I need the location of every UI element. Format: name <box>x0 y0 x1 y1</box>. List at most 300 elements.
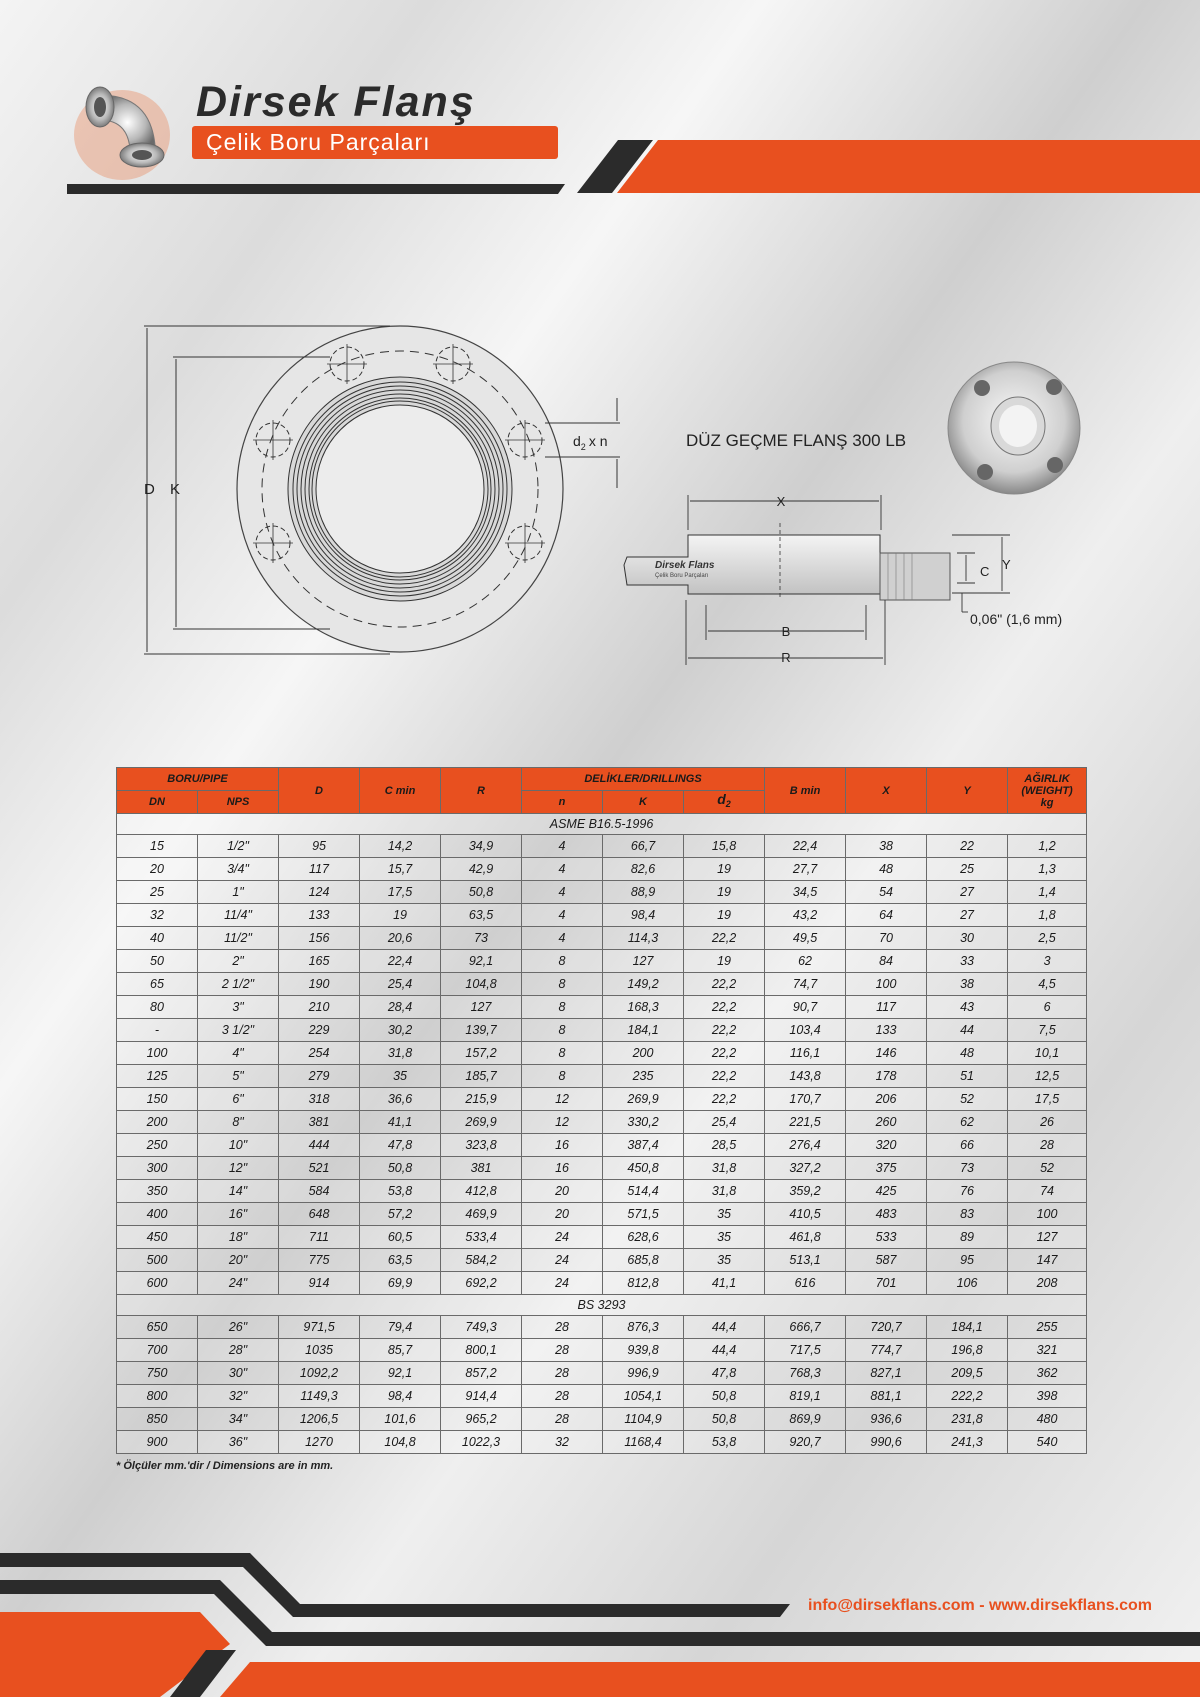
table-row <box>117 950 1087 973</box>
table-row <box>117 1180 1087 1203</box>
table-cell: 514,4 <box>603 1180 684 1203</box>
table-cell: 8 <box>522 996 603 1019</box>
header-weight-line2: (WEIGHT) <box>1021 784 1073 797</box>
table-cell: 920,7 <box>765 1431 846 1454</box>
table-cell: 100 <box>1008 1203 1087 1226</box>
table-cell: 139,7 <box>441 1019 522 1042</box>
raised-face-note: 0,06" (1,6 mm) <box>970 611 1063 627</box>
table-cell: 74,7 <box>765 973 846 996</box>
table-cell: 241,3 <box>927 1431 1008 1454</box>
table-cell: 36" <box>198 1431 279 1454</box>
section-logo-subtext: Çelik Boru Parçaları <box>655 573 709 579</box>
table-cell: 22,2 <box>684 973 765 996</box>
table-cell: 381 <box>279 1111 360 1134</box>
table-cell: 47,8 <box>360 1134 441 1157</box>
table-cell: 8" <box>198 1111 279 1134</box>
table-cell: 260 <box>846 1111 927 1134</box>
flange-section-view <box>624 495 1010 665</box>
header-drillings: DELİKLER/DRILLINGS <box>522 768 765 791</box>
table-cell: 24" <box>198 1272 279 1295</box>
table-cell: 50,8 <box>360 1157 441 1180</box>
table-cell: 209,5 <box>927 1362 1008 1385</box>
table-row <box>117 1065 1087 1088</box>
table-cell: 65 <box>117 973 198 996</box>
table-cell: 398 <box>1008 1385 1087 1408</box>
table-cell: 461,8 <box>765 1226 846 1249</box>
table-cell: 231,8 <box>927 1408 1008 1431</box>
table-cell: 35 <box>684 1203 765 1226</box>
table-cell: 768,3 <box>765 1362 846 1385</box>
table-cell: 30" <box>198 1362 279 1385</box>
table-cell: 16 <box>522 1134 603 1157</box>
table-cell: 70 <box>846 927 927 950</box>
table-cell: 584 <box>279 1180 360 1203</box>
table-cell: 10,1 <box>1008 1042 1087 1065</box>
header-X: X <box>846 768 927 814</box>
table-cell: 38 <box>846 835 927 858</box>
table-row <box>117 1042 1087 1065</box>
table-cell: 40 <box>117 927 198 950</box>
table-cell: 147 <box>1008 1249 1087 1272</box>
table-cell: 100 <box>846 973 927 996</box>
table-row <box>117 1362 1087 1385</box>
table-cell: 34,9 <box>441 835 522 858</box>
table-cell: 5" <box>198 1065 279 1088</box>
table-cell: 24 <box>522 1226 603 1249</box>
table-cell: 15,8 <box>684 835 765 858</box>
table-cell: 35 <box>360 1065 441 1088</box>
table-row <box>117 858 1087 881</box>
table-cell: 6" <box>198 1088 279 1111</box>
table-cell: 20 <box>522 1203 603 1226</box>
table-cell: 513,1 <box>765 1249 846 1272</box>
table-cell: 4,5 <box>1008 973 1087 996</box>
table-cell: 133 <box>846 1019 927 1042</box>
table-cell: 127 <box>603 950 684 973</box>
table-cell: 711 <box>279 1226 360 1249</box>
table-cell: 22,2 <box>684 1065 765 1088</box>
table-cell: 18" <box>198 1226 279 1249</box>
table-cell: 210 <box>279 996 360 1019</box>
table-cell: 53,8 <box>360 1180 441 1203</box>
table-row <box>117 1157 1087 1180</box>
table-row <box>117 1431 1087 1454</box>
table-cell: 4 <box>522 904 603 927</box>
header-weight-line1: AĞIRLIK <box>1024 772 1070 785</box>
table-cell: 84 <box>846 950 927 973</box>
table-cell: 8 <box>522 1065 603 1088</box>
table-cell: 27 <box>927 881 1008 904</box>
table-cell: 359,2 <box>765 1180 846 1203</box>
table-cell: 701 <box>846 1272 927 1295</box>
table-row <box>117 927 1087 950</box>
table-cell: 124 <box>279 881 360 904</box>
table-cell: 80 <box>117 996 198 1019</box>
table-cell: 900 <box>117 1431 198 1454</box>
table-cell: 15 <box>117 835 198 858</box>
table-cell: 20,6 <box>360 927 441 950</box>
table-cell: 27,7 <box>765 858 846 881</box>
table-cell: 44,4 <box>684 1339 765 1362</box>
table-cell: 8 <box>522 1042 603 1065</box>
table-cell: 521 <box>279 1157 360 1180</box>
table-cell: 410,5 <box>765 1203 846 1226</box>
label-D: D <box>144 481 155 498</box>
table-cell: 11/2" <box>198 927 279 950</box>
table-cell: 469,9 <box>441 1203 522 1226</box>
table-cell: 98,4 <box>360 1385 441 1408</box>
table-cell: 4 <box>522 881 603 904</box>
brand-subtitle: Çelik Boru Parçaları <box>206 129 431 155</box>
table-cell: 79,4 <box>360 1316 441 1339</box>
table-row <box>117 1088 1087 1111</box>
table-cell: 1035 <box>279 1339 360 1362</box>
header-R: R <box>441 768 522 814</box>
table-row <box>117 1134 1087 1157</box>
table-cell: 117 <box>846 996 927 1019</box>
table-cell: 90,7 <box>765 996 846 1019</box>
table-cell: 17,5 <box>1008 1088 1087 1111</box>
brand-subtitle-banner <box>192 126 558 159</box>
header-Y: Y <box>927 768 1008 814</box>
table-cell: 125 <box>117 1065 198 1088</box>
table-cell: 500 <box>117 1249 198 1272</box>
table-cell: 450 <box>117 1226 198 1249</box>
table-cell: 25 <box>927 858 1008 881</box>
table-cell: 2 1/2" <box>198 973 279 996</box>
table-cell: 318 <box>279 1088 360 1111</box>
table-cell: 1,2 <box>1008 835 1087 858</box>
table-row <box>117 973 1087 996</box>
table-cell: 3" <box>198 996 279 1019</box>
table-cell: 12,5 <box>1008 1065 1087 1088</box>
table-cell: 48 <box>846 858 927 881</box>
flange-front-view <box>144 326 620 654</box>
table-cell: 774,7 <box>846 1339 927 1362</box>
table-cell: 22,2 <box>684 996 765 1019</box>
table-cell: 44 <box>927 1019 1008 1042</box>
table-cell: 54 <box>846 881 927 904</box>
table-cell: 221,5 <box>765 1111 846 1134</box>
table-cell: 717,5 <box>765 1339 846 1362</box>
table-cell: 22,4 <box>360 950 441 973</box>
table-cell: 30 <box>927 927 1008 950</box>
table-cell: 92,1 <box>360 1362 441 1385</box>
table-cell: 19 <box>684 904 765 927</box>
table-cell: 95 <box>279 835 360 858</box>
table-cell: 22,2 <box>684 1042 765 1065</box>
table-cell: 49,5 <box>765 927 846 950</box>
table-cell: 22,2 <box>684 1019 765 1042</box>
table-cell: 100 <box>117 1042 198 1065</box>
table-cell: 15,7 <box>360 858 441 881</box>
table-row <box>117 1339 1087 1362</box>
table-cell: 320 <box>846 1134 927 1157</box>
section-bs: BS 3293 <box>117 1295 1087 1316</box>
table-cell: 83 <box>927 1203 1008 1226</box>
table-cell: 6 <box>1008 996 1087 1019</box>
table-cell: 3/4" <box>198 858 279 881</box>
table-cell: 57,2 <box>360 1203 441 1226</box>
table-cell: 450,8 <box>603 1157 684 1180</box>
table-cell: 19 <box>684 881 765 904</box>
table-cell: 25,4 <box>684 1111 765 1134</box>
table-cell: 996,9 <box>603 1362 684 1385</box>
table-cell: 66 <box>927 1134 1008 1157</box>
table-cell: 914,4 <box>441 1385 522 1408</box>
table-cell: 1206,5 <box>279 1408 360 1431</box>
table-cell: 20" <box>198 1249 279 1272</box>
table-row <box>117 1019 1087 1042</box>
table-cell: 33 <box>927 950 1008 973</box>
header-decoration <box>0 0 1200 200</box>
table-cell: 480 <box>1008 1408 1087 1431</box>
header-DN: DN <box>117 791 198 814</box>
table-cell: 666,7 <box>765 1316 846 1339</box>
header-pipe: BORU/PIPE <box>117 768 279 791</box>
section-logo-text: Dirsek Flans <box>655 560 715 571</box>
table-cell: 2" <box>198 950 279 973</box>
header-d2: $d_2$ <box>684 791 765 814</box>
table-cell: 53,8 <box>684 1431 765 1454</box>
table-row <box>117 1408 1087 1431</box>
table-cell: 1104,9 <box>603 1408 684 1431</box>
table-cell: 16" <box>198 1203 279 1226</box>
table-cell: 587 <box>846 1249 927 1272</box>
table-cell: 35 <box>684 1249 765 1272</box>
table-cell: 62 <box>927 1111 1008 1134</box>
table-row <box>117 1111 1087 1134</box>
table-cell: 26 <box>1008 1111 1087 1134</box>
table-cell: 22,2 <box>684 1088 765 1111</box>
table-cell: 600 <box>117 1272 198 1295</box>
table-cell: 50 <box>117 950 198 973</box>
table-cell: 533 <box>846 1226 927 1249</box>
contact-info: info@dirsekflans.com - www.dirsekflans.com <box>808 1597 1152 1614</box>
table-cell: 381 <box>441 1157 522 1180</box>
table-cell: 24 <box>522 1272 603 1295</box>
table-cell: 1" <box>198 881 279 904</box>
table-cell: 330,2 <box>603 1111 684 1134</box>
table-cell: 28,5 <box>684 1134 765 1157</box>
table-cell: 971,5 <box>279 1316 360 1339</box>
table-cell: 850 <box>117 1408 198 1431</box>
header-weight <box>1008 768 1087 814</box>
table-cell: 50,8 <box>684 1408 765 1431</box>
table-cell: 20 <box>522 1180 603 1203</box>
table-cell: 17,5 <box>360 881 441 904</box>
table-cell: 1,4 <box>1008 881 1087 904</box>
table-cell: 103,4 <box>765 1019 846 1042</box>
table-cell: 22 <box>927 835 1008 858</box>
table-cell: 939,8 <box>603 1339 684 1362</box>
table-row <box>117 1249 1087 1272</box>
header-Bmin: B min <box>765 768 846 814</box>
table-cell: 7,5 <box>1008 1019 1087 1042</box>
table-cell: 82,6 <box>603 858 684 881</box>
table-cell: 196,8 <box>927 1339 1008 1362</box>
table-cell: 63,5 <box>360 1249 441 1272</box>
table-cell: 540 <box>1008 1431 1087 1454</box>
table-cell: 11/4" <box>198 904 279 927</box>
header-weight-line3: kg <box>1040 796 1054 809</box>
table-cell: 32 <box>522 1431 603 1454</box>
table-cell: 648 <box>279 1203 360 1226</box>
table-cell: 28 <box>522 1339 603 1362</box>
header-NPS: NPS <box>198 791 279 814</box>
table-cell: 19 <box>360 904 441 927</box>
table-cell: 444 <box>279 1134 360 1157</box>
table-cell: 876,3 <box>603 1316 684 1339</box>
table-cell: 533,4 <box>441 1226 522 1249</box>
table-cell: 127 <box>441 996 522 1019</box>
table-cell: 990,6 <box>846 1431 927 1454</box>
table-cell: 50,8 <box>441 881 522 904</box>
table-cell: 323,8 <box>441 1134 522 1157</box>
table-cell: 200 <box>117 1111 198 1134</box>
label-C: C <box>980 564 990 579</box>
table-cell: 32 <box>117 904 198 927</box>
table-cell: 200 <box>603 1042 684 1065</box>
table-cell: 650 <box>117 1316 198 1339</box>
table-cell: 149,2 <box>603 973 684 996</box>
table-cell: 184,1 <box>927 1316 1008 1339</box>
table-cell: - <box>117 1019 198 1042</box>
table-cell: 269,9 <box>603 1088 684 1111</box>
table-cell: 116,1 <box>765 1042 846 1065</box>
table-cell: 869,9 <box>765 1408 846 1431</box>
table-cell: 10" <box>198 1134 279 1157</box>
table-cell: 184,1 <box>603 1019 684 1042</box>
flange-spec-table <box>116 767 1087 1454</box>
table-cell: 350 <box>117 1180 198 1203</box>
table-cell: 28 <box>522 1408 603 1431</box>
table-cell: 165 <box>279 950 360 973</box>
table-cell: 178 <box>846 1065 927 1088</box>
table-cell: 19 <box>684 950 765 973</box>
header-orange-bar <box>617 140 1200 193</box>
table-cell: 914 <box>279 1272 360 1295</box>
table-cell: 14" <box>198 1180 279 1203</box>
label-R: R <box>781 650 791 665</box>
table-cell: 25,4 <box>360 973 441 996</box>
table-cell: 321 <box>1008 1339 1087 1362</box>
table-cell: 133 <box>279 904 360 927</box>
table-cell: 250 <box>117 1134 198 1157</box>
table-row <box>117 904 1087 927</box>
table-cell: 28 <box>522 1362 603 1385</box>
table-cell: 800,1 <box>441 1339 522 1362</box>
table-cell: 43,2 <box>765 904 846 927</box>
table-cell: 584,2 <box>441 1249 522 1272</box>
header-Cmin: C min <box>360 768 441 814</box>
table-cell: 1,8 <box>1008 904 1087 927</box>
table-cell: 8 <box>522 973 603 996</box>
table-cell: 616 <box>765 1272 846 1295</box>
header-dark-bar <box>67 184 565 194</box>
table-cell: 1022,3 <box>441 1431 522 1454</box>
table-cell: 42,9 <box>441 858 522 881</box>
table-cell: 74 <box>1008 1180 1087 1203</box>
table-cell: 1168,4 <box>603 1431 684 1454</box>
table-cell: 12 <box>522 1111 603 1134</box>
elbow-fitting-logo-icon <box>70 75 175 185</box>
table-cell: 375 <box>846 1157 927 1180</box>
label-drill: $d_2$ x n <box>573 433 608 452</box>
table-cell: 32" <box>198 1385 279 1408</box>
table-cell: 63,5 <box>441 904 522 927</box>
table-cell: 157,2 <box>441 1042 522 1065</box>
table-cell: 425 <box>846 1180 927 1203</box>
table-cell: 60,5 <box>360 1226 441 1249</box>
table-cell: 692,2 <box>441 1272 522 1295</box>
table-cell: 12" <box>198 1157 279 1180</box>
table-cell: 27 <box>927 904 1008 927</box>
table-cell: 168,3 <box>603 996 684 1019</box>
table-cell: 28" <box>198 1339 279 1362</box>
table-cell: 222,2 <box>927 1385 1008 1408</box>
table-cell: 4 <box>522 858 603 881</box>
table-cell: 206 <box>846 1088 927 1111</box>
table-cell: 30,2 <box>360 1019 441 1042</box>
table-cell: 208 <box>1008 1272 1087 1295</box>
table-cell: 85,7 <box>360 1339 441 1362</box>
table-cell: 117 <box>279 858 360 881</box>
table-cell: 106 <box>927 1272 1008 1295</box>
table-cell: 936,6 <box>846 1408 927 1431</box>
table-cell: 48 <box>927 1042 1008 1065</box>
table-cell: 229 <box>279 1019 360 1042</box>
table-cell: 685,8 <box>603 1249 684 1272</box>
table-cell: 73 <box>441 927 522 950</box>
table-cell: 150 <box>117 1088 198 1111</box>
table-cell: 69,9 <box>360 1272 441 1295</box>
table-cell: 857,2 <box>441 1362 522 1385</box>
table-cell: 34,5 <box>765 881 846 904</box>
table-row <box>117 996 1087 1019</box>
table-cell: 25 <box>117 881 198 904</box>
table-cell: 1054,1 <box>603 1385 684 1408</box>
table-cell: 276,4 <box>765 1134 846 1157</box>
table-cell: 750 <box>117 1362 198 1385</box>
table-cell: 50,8 <box>684 1385 765 1408</box>
table-cell: 827,1 <box>846 1362 927 1385</box>
table-cell: 31,8 <box>360 1042 441 1065</box>
table-cell: 4" <box>198 1042 279 1065</box>
table-cell: 819,1 <box>765 1385 846 1408</box>
label-K: K <box>170 481 181 498</box>
table-cell: 88,9 <box>603 881 684 904</box>
table-cell: 170,7 <box>765 1088 846 1111</box>
table-cell: 22,4 <box>765 835 846 858</box>
table-cell: 143,8 <box>765 1065 846 1088</box>
table-cell: 483 <box>846 1203 927 1226</box>
table-cell: 20 <box>117 858 198 881</box>
table-cell: 98,4 <box>603 904 684 927</box>
table-cell: 700 <box>117 1339 198 1362</box>
table-cell: 44,4 <box>684 1316 765 1339</box>
table-cell: 812,8 <box>603 1272 684 1295</box>
table-row <box>117 1226 1087 1249</box>
table-cell: 28 <box>1008 1134 1087 1157</box>
table-cell: 12 <box>522 1088 603 1111</box>
table-cell: 215,9 <box>441 1088 522 1111</box>
header-slash <box>577 140 653 193</box>
table-row <box>117 1385 1087 1408</box>
table-cell: 720,7 <box>846 1316 927 1339</box>
table-cell: 190 <box>279 973 360 996</box>
table-cell: 62 <box>765 950 846 973</box>
